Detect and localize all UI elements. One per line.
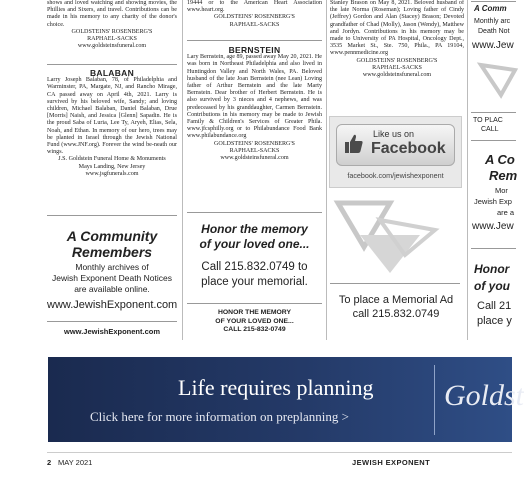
issue-date: MAY 2021 <box>58 458 93 467</box>
footer-rule <box>47 452 512 453</box>
funeral-home: GOLDSTEINS' ROSENBERG'S <box>356 57 438 64</box>
col4-line: Death Not <box>478 28 510 35</box>
obit-name: BALABAN <box>89 68 135 78</box>
col4-line: are a <box>497 208 515 217</box>
facebook-like-box <box>336 124 455 166</box>
honor-footer-line: HONOR THE MEMORY <box>217 309 291 316</box>
col4-title: Rem <box>489 168 518 183</box>
star-of-david-graphic <box>330 195 460 280</box>
obit-name: BERNSTEIN <box>228 45 281 55</box>
funeral-home: J.S. Goldstein Funeral Home & Monuments <box>58 156 166 163</box>
banner-headline: Life requires planning <box>178 375 374 400</box>
obit-text: Larry Joseph Balaban, 78, of Philadelphia and Warminster, PA, Margate, NJ, and Rancho Mirage, CA passed away on April 4th, 2021. Larry is survived by his beloved wife, Sandy; and loving children, Michael Balaban, Daniel Balaban, Drue [Morris] Naish, and Jessica [Glenn] Sapadin. He is the proud Saba of Luria, Lee Ty, Aryeh, Elias, Sela, Noah, and Ethan. In memory of our hero, trees may be planted in Israel through the Jewish National Fund (www.JNF.org). Forever the wind be-neath our wings. <box>47 77 177 156</box>
col1-top <box>47 0 177 50</box>
divider <box>330 283 460 284</box>
ad-line: Jewish Exponent Death Notices <box>51 273 172 283</box>
honor-memory-ad[interactable] <box>187 222 322 290</box>
funeral-site[interactable]: www.goldsteinsfuneral.com <box>220 155 289 162</box>
chapel: RAPHAEL-SACKS <box>372 64 422 71</box>
col4-url[interactable]: www.Jew <box>472 40 514 51</box>
ad-title-2: of your loved one... <box>199 237 310 251</box>
divider <box>47 321 177 322</box>
ad-title-2: Remembers <box>71 244 153 260</box>
col4-url[interactable]: www.Jew <box>472 221 514 232</box>
facebook-url[interactable]: facebook.com/jewishexponent <box>347 171 444 180</box>
ad-title: A Community <box>66 228 158 244</box>
obit-text: 19444 or to the American Heart Association www.heart.org. <box>187 0 322 14</box>
chapel: RAPHAEL-SACKS <box>87 36 137 43</box>
obit-text: Lary Bernstein, age 89, passed away May 20, 2021. He was born in Northeast Philadelphia and also lived in Huntingdon Valley and North Wales, PA. Beloved husband of the late Joan Bernstein (nee Lean) Loving father of Arthur Bernstein and the late Marty Bernstein. Dear brother of Herbert Bernstein. He is also survived by 3 nieces and 4 nephews, and was predeceased by his granddaughter, Carmen Bernstein. Contributions in his memory may be made to Jewish Family & Children's Services of Greater Phila. www.jfcsphilly.org or to Philabundance Food Bank www.philabundance.org <box>187 54 322 140</box>
col4-cutoff <box>471 0 518 345</box>
footer-url[interactable]: www.JewishExponent.com <box>64 327 160 336</box>
banner-subtext[interactable]: Click here for more information on preplanning > <box>90 409 349 424</box>
column-rule <box>182 0 183 340</box>
col4-line: Mor <box>495 186 508 195</box>
honor-footer-line: CALL 215-832-0749 <box>223 326 286 333</box>
col3-top <box>330 0 464 79</box>
ad-title: Honor the memory <box>201 222 308 236</box>
obit-balaban <box>47 70 177 178</box>
page-number: 2 <box>47 458 52 467</box>
column-rule <box>326 0 327 340</box>
divider <box>471 112 516 113</box>
banner-brand: Goldst <box>444 379 524 412</box>
memorial-ad[interactable] <box>330 293 462 321</box>
honor-footer <box>187 309 322 335</box>
like-us-on: Like us on <box>373 129 415 139</box>
obit-text: shows and loved watching and showing movies, the Phillies and Sixers, and travel. Contributions can be made in his memory to any charity of the donor's choice. <box>47 0 177 28</box>
funeral-site[interactable]: www.jsgfunerals.com <box>85 170 139 177</box>
chapel: RAPHAEL-SACKS <box>229 21 280 28</box>
divider <box>471 1 516 2</box>
col4-title: A Comm <box>474 4 507 13</box>
col4-line: TO PLAC <box>473 117 503 124</box>
col4-line: Call 21 <box>477 300 512 312</box>
col4-title: Honor <box>474 262 510 276</box>
col4-line: CALL <box>481 126 499 133</box>
ad-url[interactable]: www.JewishExponent.com <box>47 299 178 311</box>
ad-line: Monthly archives of <box>75 262 149 272</box>
funeral-home: GOLDSTEINS' ROSENBERG'S <box>214 140 295 147</box>
column-rule <box>467 0 468 340</box>
col4-line: Jewish Exp <box>474 197 512 206</box>
divider <box>187 40 322 41</box>
ad-line: are available online. <box>74 284 150 294</box>
location: Mays Landing, New Jersey <box>78 163 146 170</box>
chapel: RAPHAEL-SACKS <box>229 147 280 154</box>
divider <box>187 212 322 213</box>
memorial-line: To place a Memorial Ad <box>338 294 454 306</box>
banner-divider <box>434 365 435 435</box>
divider <box>187 303 322 304</box>
publication-name: JEWISH EXPONENT <box>352 458 431 467</box>
community-remembers-ad[interactable] <box>47 228 177 313</box>
ad-call: Call 215.832.0749 to <box>201 261 308 273</box>
col4-line: place y <box>477 315 512 327</box>
memorial-call: call 215.832.0749 <box>352 308 440 320</box>
divider <box>47 215 177 216</box>
col2-top <box>187 0 322 29</box>
facebook-word: Facebook <box>371 140 446 157</box>
thumbs-up-icon <box>344 133 364 155</box>
divider <box>471 140 516 141</box>
star-fragment-icon <box>481 60 515 105</box>
obit-text: Stanley Brason on May 8, 2021. Beloved husband of the late Norma (Roseman); Loving father of Cindy (Jeffrey) Gordon and Alan (Stacey) Brason; Devoted grandfather of Chad (Molly), Jason (Wendy), Matthew and Jordyn. Contributions in his memory may be made to University of PA Hospital, Oncology Dept., 3535 Market St., Ste. 750, Phila., PA 19104, www.pennmedicine.org <box>330 0 464 57</box>
col4-title: A Co <box>485 152 515 167</box>
obit-bernstein <box>187 47 322 162</box>
funeral-site[interactable]: www.goldsteinsfuneral.com <box>77 43 147 50</box>
divider <box>47 64 177 65</box>
funeral-site[interactable]: www.goldsteinsfuneral.com <box>362 72 432 79</box>
col4-line: Monthly arc <box>474 18 511 25</box>
col4-title: of you <box>474 279 510 293</box>
ad-call-2: place your memorial. <box>201 276 308 288</box>
divider <box>471 248 516 249</box>
honor-footer-line: OF YOUR LOVED ONE... <box>215 317 294 325</box>
facebook-ad[interactable] <box>329 116 462 188</box>
funeral-home: GOLDSTEINS' ROSENBERG'S <box>71 28 153 35</box>
preplanning-banner[interactable] <box>48 357 524 442</box>
funeral-home: GOLDSTEINS' ROSENBERG'S <box>214 14 295 21</box>
